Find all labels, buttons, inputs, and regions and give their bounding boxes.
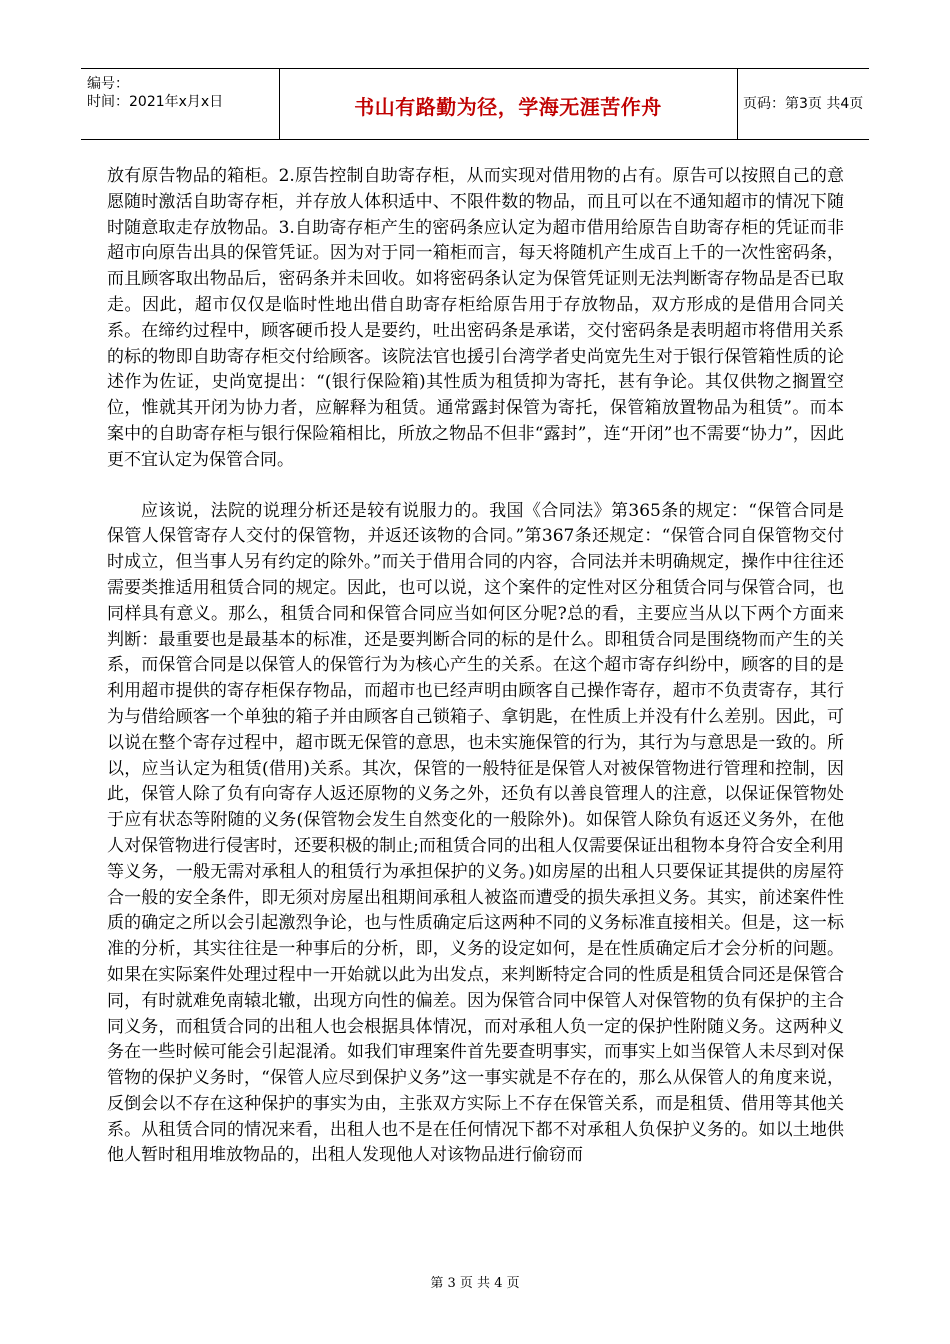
body-paragraph-2: 应该说，法院的说理分析还是较有说服力的。我国《合同法》第365条的规定：“保管合同是保管人保管寄存人交付的保管物，并返还该物的合同。”第367条还规定：“保管合同自保管物交付时成立，但当事人另有约定的除外。”而关于借用合同的内容，合同法并未明确规定，操作中往往还需要类推适用租赁合同的规定。因此，也可以说，这个案件的定性对区分租赁合同与保管合同，也同样具有意义。那么，租赁合同和保管合同应当如何区分呢?总的看，主要应当从以下两个方面来判断：最重要也是最基本的标准，还是要判断合同的标的是什么。即租赁合同是围绕物而产生的关系，而保管合同是以保管人的保管行为为核心产生的关系。在这个超市寄存纠纷中，顾客的目的是利用超市提供的寄存柜保存物品，而超市也已经声明由顾客自己操作寄存，超市不负责寄存，其行为与借给顾客一个单独的箱子并由顾客自己锁箱子、拿钥匙，在性质上并没有什么差别。因此，可以说在整个寄存过程中，超市既无保管的意思，也未实施保管的行为，其行为与意思是一致的。所以，应当认定为租赁(借用)关系。其次，保管的一般特征是保管人对被保管物进行管理和控制，因此，保管人除了负有向寄存人返还原物的义务之外，还负有以善良管理人的注意，以保证保管物处于应有状态等附随的义务(保管物会发生自然变化的一般除外)。如保管人除负有返还义务外，在他人对保管物进行侵害时，还要积极的制止;而租赁合同的出租人仅需要保证出租物本身符合安全利用等义务，一般无需对承租人的租赁行为承担保护的义务。)如房屋的出租人只要保证其提供的房屋符合一般的安全条件，即无须对房屋出租期间承租人被盗而遭受的损失承担义务。其实，前述案件性质的确定之所以会引起激烈争论，也与性质确定后这两种不同的义务标准直接相关。但是，这一标准的分析，其实往往是一种事后的分析，即，义务的设定如何，是在性质确定后才会分析的问题。如果在实际案件处理过程中一开始就以此为出发点，来判断特定合同的性质是租赁合同还是保管合同，有时就难免南辕北辙，出现方向性的偏差。因为保管合同中保管人对保管物的负有保护的主合同义务，而租赁合同的出租人也会根据具体情况，而对承租人负一定的保护性附随义务。这两种义务在一些时候可能会引起混淆。如我们审理案件首先要查明事实，而事实上如当保管人未尽到对保管物的保护义务时，“保管人应尽到保护义务”这一事实就是不存在的，那么从保管人的角度来说，反倒会以不存在这种保护的事实为由，主张双方实际上不存在保管关系，而是租赁、借用等其他关系。从租赁合同的情况来看，出租人也不是在任何情况下都不对承租人负保护义务的。如以土地供他人暂时租用堆放物品的，出租人发现他人对该物品进行偷窃而 [107,500,844,1166]
header-page-cell [737,69,869,139]
page-footer-number: 第 3 页 共 4 页 [430,1276,520,1291]
header-motto-cell [279,69,738,139]
document-body [107,164,844,1169]
header-meta-cell [81,69,280,139]
document-time-label: 时间：2021年x月x日 [87,94,224,110]
page-header [81,68,869,140]
body-paragraph-1: 放有原告物品的箱柜。2.原告控制自助寄存柜，从而实现对借用物的占有。原告可以按照自己的意愿随时激活自助寄存柜，并存放人体积适中、不限件数的物品，而且可以在不通知超市的情况下随时随意取走存放物品。3.自助寄存柜产生的密码条应认定为超市借用给原告自助寄存柜的凭证而非超市向原告出具的保管凭证。因为对于同一箱柜而言，每天将随机产生成百上千的一次性密码条，而且顾客取出物品后，密码条并未回收。如将密码条认定为保管凭证则无法判断寄存物品是否已取走。因此，超市仅仅是临时性地出借自助寄存柜给原告用于存放物品，双方形成的是借用合同关系。在缔约过程中，顾客硬币投人是要约，吐出密码条是承诺，交付密码条是表明超市将借用关系的标的物即自助寄存柜交付给顾客。该院法官也援引台湾学者史尚宽先生对于银行保管箱性质的论述作为佐证，史尚宽提出：“(银行保险箱)其性质为租赁抑为寄托，甚有争论。其仅供物之搁置空位，惟就其开闭为协力者，应解释为租赁。通常露封保管为寄托，保管箱放置物品为租赁”。而本案中的自助寄存柜与银行保险箱相比，所放之物品不但非“露封”，连“开闭”也不需要“协力”，因此更不宜认定为保管合同。 [107,166,844,470]
header-page-info: 页码：第3页 共4页 [743,96,864,112]
header-motto: 书山有路勤为径，学海无涯苦作舟 [354,95,662,119]
document-number-label: 编号： [87,76,129,92]
